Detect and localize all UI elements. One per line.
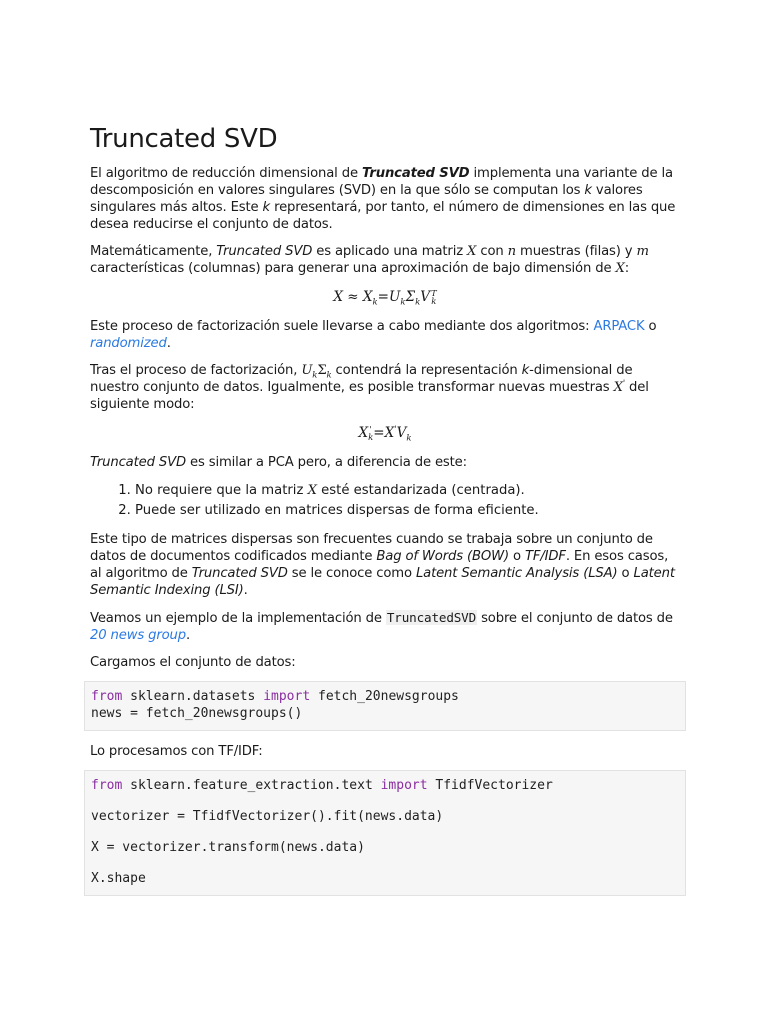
text: sobre el conjunto de datos de [477,611,673,626]
math-k: k [521,363,530,378]
math-sub: k [406,433,412,444]
algorithms-paragraph [90,318,680,352]
text: Puede ser utilizado en matrices dispersas de forma eficiente. [135,503,539,518]
intro-paragraph [90,165,680,233]
text: : [624,261,629,276]
math-X: X [362,289,373,305]
code-line: vectorizer = TfidfVectorizer().fit(news.data) [91,809,444,824]
text: contendrá la representación [331,363,522,378]
text: Este proceso de factorización suele llevarse a cabo mediante dos algoritmos: [90,319,594,334]
article [90,124,680,908]
math-supsub [431,290,437,306]
text: valores singulares más altos. Este [90,183,643,215]
text: representará, por tanto, el número de dimensiones en las que desea reducirse el conjunto de datos. [90,200,676,232]
code-text: TfidfVectorizer [427,778,553,793]
math-U: U [301,363,313,378]
code-keyword: import [380,778,428,793]
code-line: X = vectorizer.transform(news.data) [91,840,365,855]
code-line [91,688,679,705]
code-text: fetch_20newsgroups [310,689,459,704]
text: muestras (filas) y [515,244,637,259]
code-gap [91,794,679,808]
text: Veamos un ejemplo de la implementación de [90,611,386,626]
text: . [185,628,190,643]
text: se le conoce como [287,566,416,581]
text: implementa una variante de la descomposición en valores singulares (SVD) en la que sólo se computan los [90,166,673,198]
code-line: news = fetch_20newsgroups() [91,706,303,721]
emphasis: Truncated SVD [361,166,470,181]
code-text: sklearn.feature_extraction.text [122,778,381,793]
math-X: X [384,425,395,441]
code-line [91,777,679,794]
text: Tras el proceso de factorización, [90,363,302,378]
code-keyword: from [91,778,123,793]
news-group-link[interactable] [90,628,186,643]
math-sub: k [312,370,318,381]
emphasis: TF/IDF [525,549,566,564]
math-X: X [307,483,317,498]
math-sub: k [400,297,406,308]
math-equals: = [377,289,389,305]
text: No requiere que la matriz [135,483,308,498]
emphasis: Latent Semantic Analysis (LSA) [415,566,618,581]
inline-code: TruncatedSVD [386,610,477,625]
math-k: k [584,183,592,198]
randomized-link[interactable] [90,336,167,351]
math-sub: k [372,297,378,308]
text: del siguiente modo: [90,380,649,412]
equation-svd [90,287,680,307]
text: o [644,319,657,334]
math-equals: = [373,425,385,441]
math-sigma: Σ [405,289,416,305]
page-title: Truncated SVD [90,124,278,154]
list-item [135,481,680,501]
text: o [508,549,525,564]
emphasis: Truncated SVD [191,566,288,581]
link-text[interactable]: 20 news group [90,628,186,643]
code-gap [91,825,679,839]
math-prime: ' [369,424,372,435]
equation-transform [90,423,680,443]
tfidf-paragraph: Lo procesamos con TF/IDF: [90,744,263,759]
text: El algoritmo de reducción dimensional de [90,166,362,181]
text: o [617,566,634,581]
list-item [135,501,680,521]
math-m: m [636,244,649,259]
math-X: X [467,244,477,259]
code-gap [91,856,679,870]
comparison-paragraph [90,454,680,471]
text: esté estandarizada (centrada). [316,483,525,498]
math-X: X [615,261,625,276]
math-n: n [507,244,516,259]
text: Matemáticamente, [90,244,217,259]
code-keyword: import [263,689,311,704]
math-sub: k [368,432,374,443]
factorization-paragraph [90,362,680,413]
text: Este tipo de matrices dispersas son frecuentes cuando se trabaja sobre un conjunto de datos de documentos codificados mediante [90,532,653,564]
emphasis: Truncated SVD [90,455,186,470]
math-X: X [613,380,623,395]
example-paragraph [90,609,680,644]
math-k: k [262,200,271,215]
math-paragraph [90,243,680,277]
math-sigma: Σ [317,363,327,378]
link-text[interactable]: randomized [90,336,167,351]
text: . [243,583,248,598]
emphasis: Latent Semantic Indexing (LSI) [90,566,675,598]
arpack-link[interactable]: ARPACK [593,319,645,334]
math-sub: k [431,296,437,307]
emphasis: Bag of Words (BOW) [376,549,509,564]
text: -dimensional de nuestro conjunto de datos. Igualmente, es posible transformar nuevas muestras [90,363,633,395]
math-prime: ' [394,424,397,435]
text: . En esos casos, al algoritmo de [90,549,669,581]
math-V: V [420,289,430,305]
differences-list [90,481,680,521]
load-data-paragraph: Cargamos el conjunto de datos: [90,655,296,670]
math-U: U [388,289,401,305]
text: características (columnas) para generar una aproximación de bajo dimensión de [90,261,616,276]
math-sup: T [430,288,437,299]
math-sub: k [326,370,332,381]
math-V: V [396,425,407,441]
math-X: X [333,289,343,305]
code-line: X.shape [91,871,146,886]
text: con [476,244,508,259]
code-block-load[interactable] [84,681,686,731]
code-keyword: from [91,689,123,704]
text: . [166,336,171,351]
math-prime: ' [622,378,625,389]
math-X: X [358,425,369,441]
emphasis: Truncated SVD [216,244,313,259]
text: es aplicado una matriz [312,244,468,259]
sparse-matrices-paragraph [90,531,680,599]
math-approx: ≈ [342,289,363,305]
code-text: sklearn.datasets [122,689,264,704]
code-block-tfidf[interactable] [84,770,686,896]
text: es similar a PCA pero, a diferencia de este: [185,455,467,470]
math-sub: k [415,297,421,308]
